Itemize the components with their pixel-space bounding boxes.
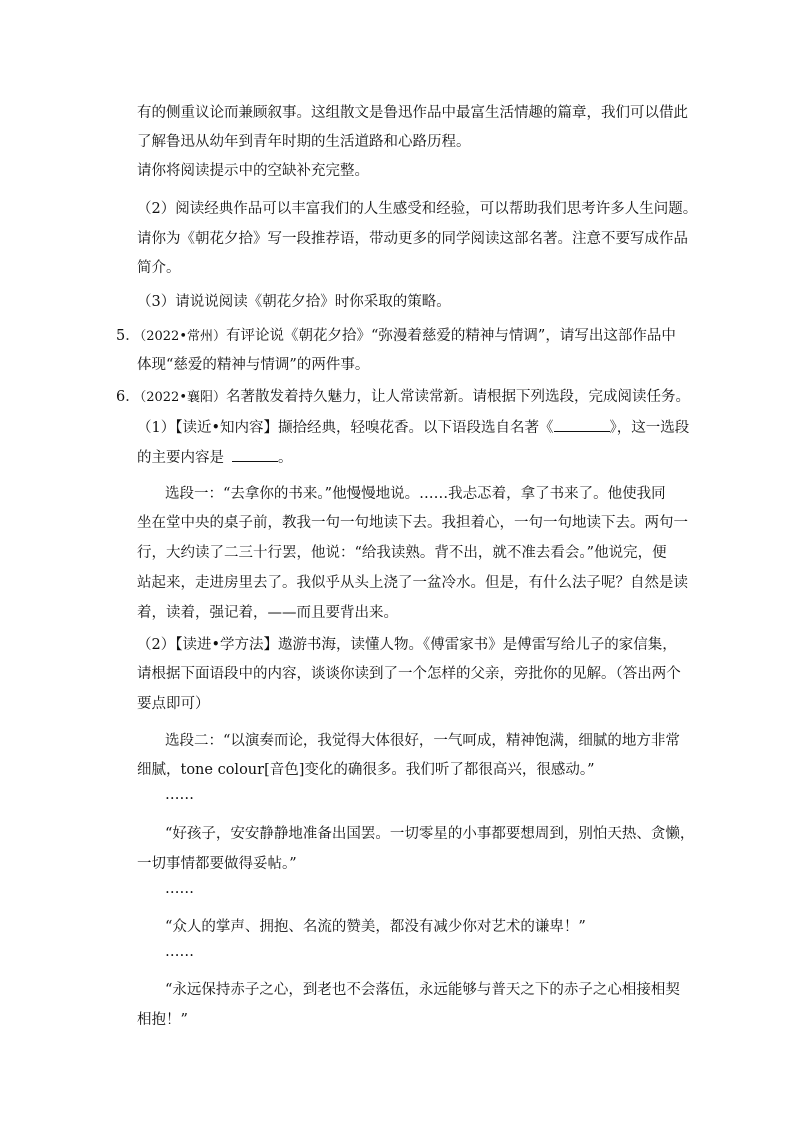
ellipsis: …… [165, 944, 194, 960]
question-2-line: （2）阅读经典作品可以丰富我们的人生感受和经验，可以帮助我们思考许多人生问题。 [137, 201, 698, 217]
paragraph-line: 了解鲁迅从幼年到青年时期的生活道路和心路历程。 [137, 134, 471, 150]
answer-blank[interactable] [554, 417, 610, 432]
question-6-2-line: 要点即可） [137, 696, 210, 712]
question-source: （2022•襄阳） [139, 390, 226, 405]
question-number: 6． [116, 389, 140, 405]
question-6-2-line: （2）【读进•学方法】遨游书海，读懂人物。《傅雷家书》是傅雷写给儿子的家信集， [137, 637, 677, 653]
ellipsis: …… [165, 787, 194, 803]
excerpt-line: “众人的掌声、拥抱、名流的赞美，都没有减少你对艺术的谦卑！” [165, 919, 586, 935]
excerpt-line: “永远保持赤子之心，到老也不会落伍，永远能够与普天之下的赤子之心相接相契 [165, 982, 680, 998]
excerpt-line: 站起来，走进房里去了。我似乎从头上浇了一盆冷水。但是，有什么法子呢？自然是读 [137, 575, 688, 591]
question-6-2-line: 请根据下面语段中的内容，谈谈你读到了一个怎样的父亲，旁批你的见解。（答出两个 [137, 666, 681, 682]
excerpt-line: 坐在堂中央的桌子前，教我一句一句地读下去。我担着心，一句一句地读下去。两句一 [137, 515, 688, 531]
paragraph-line: 请你将阅读提示中的空缺补充完整。 [137, 163, 369, 179]
excerpt-line: 细腻，tone colour[音色]变化的确很多。我们听了都很高兴，很感动。” [137, 762, 595, 778]
question-3-line: （3）请说说阅读《朝花夕拾》时你采取的策略。 [137, 294, 451, 310]
excerpt-line: 一切事情都要做得妥帖。” [137, 856, 297, 872]
question-text: 有评论说《朝花夕拾》“弥漫着慈爱的精神与情调”，请写出这部作品中 [226, 328, 676, 344]
excerpt-line: 相抱！” [137, 1012, 188, 1028]
excerpt-line: 选段二：“以演奏而论，我觉得大体很好，一气呵成，精神饱满，细腻的地方非常 [165, 733, 680, 749]
question-source: （2022•常州） [139, 329, 226, 344]
ellipsis: …… [165, 881, 194, 897]
question-6-1-line: （1）【读近•知内容】撷拾经典，轻嗅花香。以下语段选自名著《 》，这一选段 [137, 416, 689, 437]
question-5-line: 体现“慈爱的精神与情调”的两件事。 [137, 357, 370, 373]
question-2-line: 请你为《朝花夕拾》写一段推荐语，带动更多的同学阅读这部名著。注意不要写成作品 [137, 231, 688, 247]
excerpt-line: 选段一：“去拿你的书来。”他慢慢地说。……我忐忑着，拿了书来了。他使我同 [165, 486, 666, 502]
question-6-1-line: 的主要内容是 。 [137, 446, 293, 467]
excerpt-line: 着，读着，强记着，——而且要背出来。 [137, 605, 398, 621]
question-number: 5． [116, 328, 140, 344]
question-2-line: 简介。 [137, 260, 181, 276]
question-text: 名著散发着持久魅力，让人常读常新。请根据下列选段，完成阅读任务。 [226, 389, 690, 405]
question-6-line [116, 385, 690, 406]
answer-blank[interactable] [232, 447, 278, 462]
paragraph-line: 有的侧重议论而兼顾叙事。这组散文是鲁迅作品中最富生活情趣的篇章，我们可以借此 [137, 105, 688, 121]
excerpt-line: 行，大约读了二三十行罢，他说：“给我读熟。背不出，就不准去看会。”他说完，便 [137, 545, 667, 561]
excerpt-line: “好孩子，安安静静地准备出国罢。一切零星的小事都要想周到，别怕天热、贪懒， [165, 826, 695, 842]
question-5-line [116, 324, 676, 345]
